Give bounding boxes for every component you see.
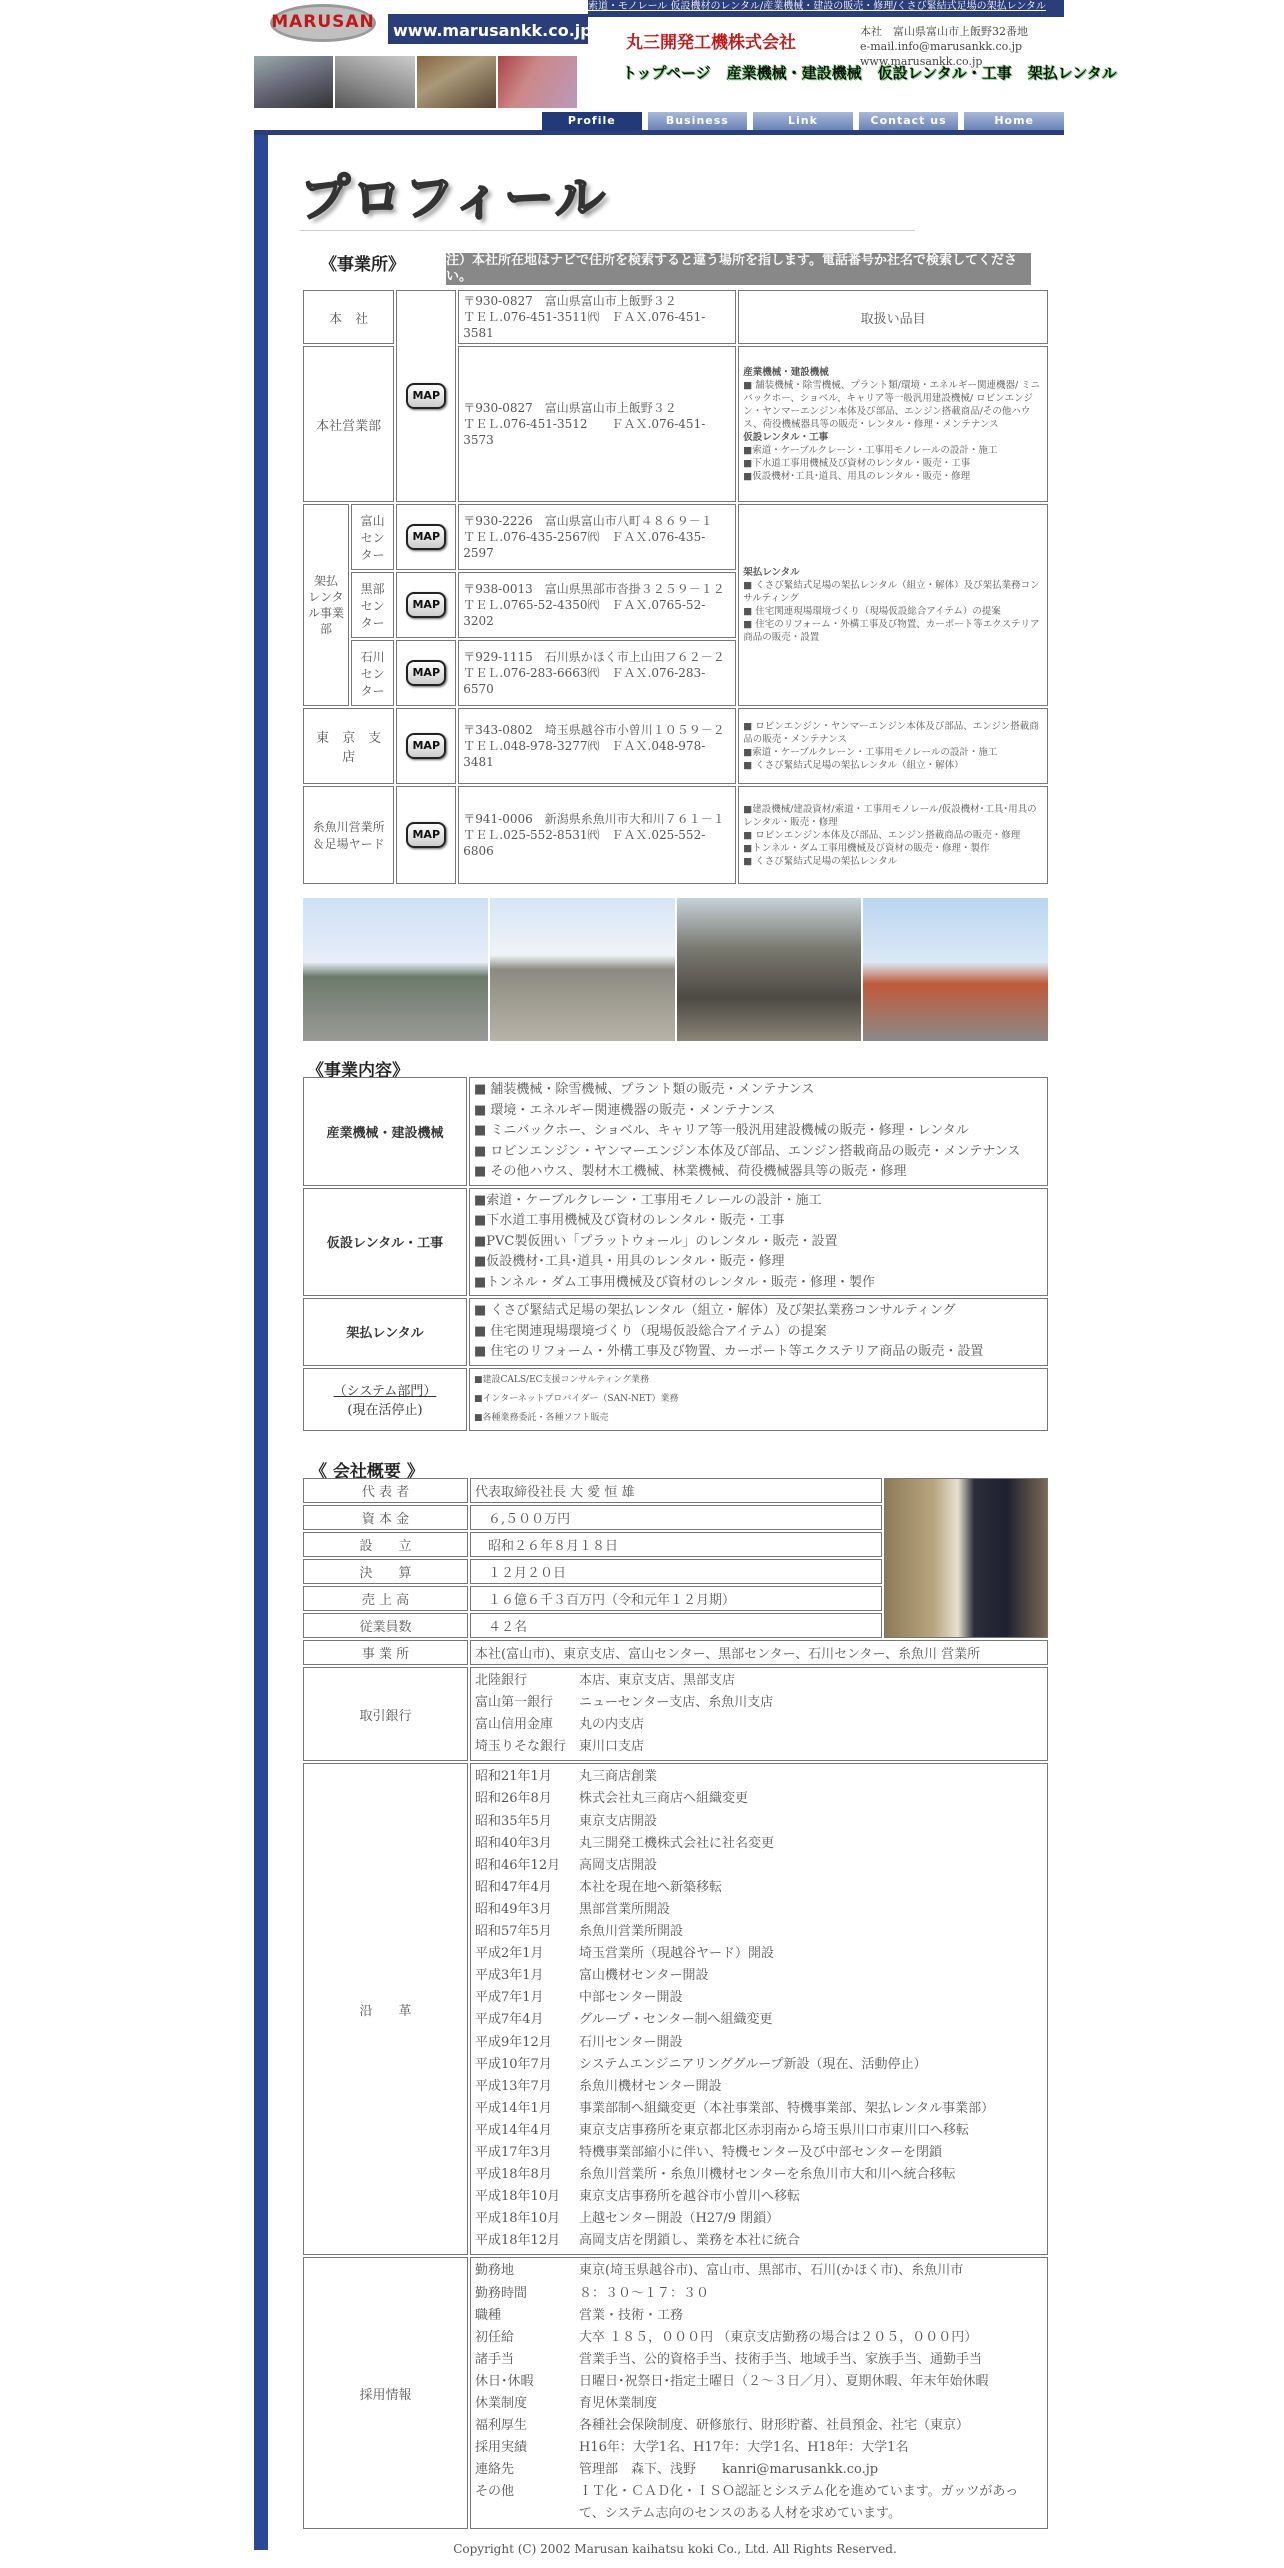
- hq-address: 本社 富山県富山市上飯野32番地: [860, 25, 1028, 38]
- company-key: 売 上 高: [303, 1586, 468, 1611]
- history-event: 糸魚川営業所・糸魚川機材センターを糸魚川市大和川へ統合移転: [579, 2167, 956, 2183]
- table-row: [303, 1763, 1048, 2255]
- history-event: 東京支店開設: [579, 1813, 658, 1829]
- left-sidebar-bar: [254, 135, 268, 2550]
- list-item: [475, 1788, 1043, 1810]
- company-key: 代 表 者: [303, 1478, 468, 1503]
- company-key: 設 立: [303, 1532, 468, 1557]
- list-item: [475, 2098, 1043, 2120]
- business-category-cell: [303, 1368, 467, 1431]
- recruit-key: 職種: [475, 2307, 502, 2323]
- nav-top-page[interactable]: トップページ: [622, 64, 711, 82]
- history-event: 石川センター開設: [579, 2034, 683, 2050]
- history-date: 昭和40年3月: [475, 1835, 552, 1851]
- recruit-value: 日曜日･祝祭日･指定土曜日（２～３日／月）、夏期休暇、年末年始休暇: [579, 2373, 989, 2389]
- office-name: 黒部センター: [351, 572, 394, 638]
- office-tel: ＴＥＬ.025-552-8531㈹ ＦＡＸ.025-552-6806: [463, 828, 706, 858]
- table-row: [303, 1188, 1048, 1297]
- list-item: [475, 1670, 1043, 1692]
- nav-home-button[interactable]: Home: [964, 112, 1064, 130]
- office-tel: ＴＥＬ.0765-52-4350㈹ ＦＡＸ.0765-52-3202: [463, 598, 706, 628]
- history-date: 昭和26年8月: [475, 1791, 552, 1807]
- list-item: [475, 2186, 1043, 2208]
- list-item: [475, 1692, 1043, 1714]
- office-postal: 〒343-0802 埼玉県越谷市小曽川１０５９－２: [463, 723, 725, 737]
- table-row: [303, 1368, 1048, 1431]
- nav-scaffold[interactable]: 架払レンタル: [1027, 64, 1117, 82]
- company-value: ４２名: [470, 1613, 882, 1638]
- company-value: ６,５００万円: [470, 1505, 882, 1530]
- list-item: [475, 1855, 1043, 1877]
- recruit-value: 育児休業制度: [579, 2396, 658, 2411]
- office-tel: ＴＥＬ.076-435-2567㈹ ＦＡＸ.076-435-2597: [463, 530, 706, 560]
- recruit-list: [470, 2257, 1048, 2528]
- header-photo: [254, 56, 335, 108]
- recruit-key: 休日･休暇: [475, 2373, 534, 2389]
- history-event: 本社を現在地へ新築移転: [579, 1879, 723, 1895]
- goods-line: ■ 住宅のリフォーム・外構工事及び物置、カーポート等エクステリア商品の販売・設置: [743, 619, 1040, 643]
- company-value: １２月２０日: [470, 1559, 882, 1584]
- header-photo: [417, 56, 498, 108]
- recruit-key: 初任給: [475, 2329, 515, 2345]
- hq-domain[interactable]: www.marusankk.co.jp: [860, 55, 983, 68]
- history-event: 高岡支店を閉鎖し、業務を本社に統合: [579, 2233, 801, 2249]
- office-postal: 〒930-0827 富山県富山市上飯野３２: [463, 401, 677, 415]
- office-name: 富山センター: [351, 504, 394, 570]
- goods-line: 架払レンタル: [743, 567, 800, 578]
- list-item: [475, 2120, 1043, 2142]
- offices-table: [301, 288, 1050, 886]
- office-name: 本社営業部: [303, 346, 394, 502]
- office-name: 石川センター: [351, 640, 394, 706]
- list-item: [475, 1736, 1043, 1758]
- office-photo: [863, 898, 1048, 1041]
- business-item: ■索道・ケーブルクレーン・工事用モノレールの設計・施工: [474, 1192, 822, 1208]
- list-item: [475, 2230, 1043, 2252]
- recruit-key: 福利厚生: [475, 2418, 528, 2434]
- office-name: 糸魚川営業所＆足場ヤード: [303, 786, 394, 884]
- office-postal: 〒930-0827 富山県富山市上飯野３２: [463, 294, 677, 308]
- bank-branch: ニューセンター支店、糸魚川支店: [579, 1695, 774, 1711]
- table-row: [303, 290, 1048, 344]
- history-list: [470, 1763, 1048, 2255]
- office-postal: 〒929-1115 石川県かほく市上山田フ６２－２: [463, 650, 725, 664]
- history-event: 糸魚川機材センター開設: [579, 2078, 722, 2094]
- bank-branch: 東川口支店: [579, 1739, 645, 1755]
- goods-line: ■ ロビンエンジン・ヤンマーエンジン本体及び部品、エンジン搭載商品の販売・メンテナンス: [743, 721, 1039, 745]
- list-item: [475, 2283, 1043, 2305]
- goods-hq: [738, 346, 1048, 502]
- table-row: [303, 708, 1048, 784]
- list-item: [475, 2032, 1043, 2054]
- business-item: ■トンネル・ダム工事用機械及び資材のレンタル・販売・修理・製作: [474, 1274, 876, 1290]
- goods-line: ■ くさび緊結式足場の架払レンタル: [743, 855, 898, 867]
- map-button-itoigawa[interactable]: MAP: [406, 822, 446, 848]
- company-value: １６億６千３百万円（令和元年１２月期）: [470, 1586, 882, 1611]
- office-postal: 〒930-2226 富山県富山市八町４８６９－１: [463, 514, 713, 528]
- history-date: 平成13年7月: [475, 2078, 552, 2094]
- map-button-kurobe[interactable]: MAP: [406, 592, 446, 618]
- company-key: 従業員数: [303, 1613, 468, 1638]
- company-key: 資 本 金: [303, 1505, 468, 1530]
- office-address: [458, 786, 736, 884]
- map-button-hq[interactable]: MAP: [406, 383, 446, 409]
- business-item: ■下水道工事用機械及び資材のレンタル・販売・工事: [474, 1213, 785, 1228]
- goods-header: 取扱い品目: [738, 290, 1048, 344]
- business-items: [469, 1188, 1048, 1297]
- table-row: [303, 1640, 1048, 1665]
- map-cell: [396, 572, 456, 638]
- history-event: 東京支店事務所を東京都北区赤羽南から埼玉県川口市東川口へ移転: [579, 2122, 970, 2138]
- table-row: [303, 2257, 1048, 2528]
- recruit-key: 勤務地: [475, 2263, 515, 2279]
- company-key: 決 算: [303, 1559, 468, 1584]
- goods-line: ■仮設機材･工具･道具、用具のレンタル・販売・修理: [743, 470, 971, 482]
- office-photo: [303, 898, 488, 1041]
- table-row: [303, 1298, 1048, 1366]
- goods-line: ■ くさび緊結式足場の架払レンタル（組立・解体）: [743, 760, 964, 771]
- business-item: ■ 住宅のリフォーム・外構工事及び物置、カーポート等エクステリア商品の販売・設置: [474, 1344, 984, 1359]
- business-item: ■建設CALS/EC支援コンサルティング業務: [474, 1374, 650, 1385]
- bank-branch: 本店、東京支店、黒部支店: [579, 1673, 736, 1688]
- office-name: 本 社: [303, 290, 394, 344]
- history-date: 平成2年1月: [475, 1946, 544, 1962]
- list-item: [475, 1987, 1043, 2009]
- list-item: [475, 1811, 1043, 1833]
- recruit-key: 採用実績: [475, 2440, 528, 2456]
- history-date: 平成18年8月: [475, 2167, 552, 2183]
- goods-itoigawa: [738, 786, 1048, 884]
- recruit-value: ８：３０～１７：３０: [579, 2285, 710, 2301]
- history-date: 平成14年4月: [475, 2122, 552, 2138]
- title-rule: [300, 230, 915, 231]
- list-item: [475, 2393, 1043, 2415]
- nav-contact-button[interactable]: Contact us: [859, 112, 959, 130]
- company-key: 事 業 所: [303, 1640, 468, 1665]
- logo-text: MARUSAN: [271, 12, 375, 32]
- company-value: 本社(富山市)、東京支店、富山センター、黒部センター、石川センター、糸魚川 営業所: [470, 1640, 1048, 1665]
- recruit-key: 勤務時間: [475, 2285, 528, 2301]
- business-category: 産業機械・建設機械: [303, 1077, 467, 1186]
- list-item: [475, 2208, 1043, 2230]
- company-key: 採用情報: [303, 2257, 468, 2528]
- map-cell: [396, 786, 456, 884]
- recruit-value: 営業・技術・工務: [579, 2307, 684, 2323]
- goods-line: ■索道・ケーブルクレーン・工事用モノレールの設計・施工: [743, 444, 998, 456]
- list-item: [475, 2349, 1043, 2371]
- recruit-value: 営業手当、公的資格手当、技術手当、地域手当、家族手当、通勤手当: [579, 2351, 983, 2367]
- map-cell: [396, 640, 456, 706]
- business-item: ■仮設機材･工具･道具・用具のレンタル・販売・修理: [474, 1254, 785, 1269]
- history-date: 昭和21年1月: [475, 1769, 552, 1785]
- office-tel: ＴＥＬ.076-283-6663㈹ ＦＡＸ.076-283-6570: [463, 666, 706, 696]
- history-date: 昭和49年3月: [475, 1901, 552, 1917]
- business-item: ■ 環境・エネルギー関連機器の販売・メンテナンス: [474, 1102, 776, 1118]
- office-tel: ＴＥＬ.076-451-3512 ＦＡＸ.076-451-3573: [463, 417, 706, 447]
- company-key: 沿 革: [303, 1763, 468, 2255]
- history-event: 埼玉営業所（現越谷ヤード）開設: [579, 1946, 775, 1962]
- list-item: [475, 1877, 1043, 1899]
- goods-line: ■建設機械/建設資材/索道・工事用モノレール/仮設機材･工具･用具のレンタル・販売・修理: [743, 803, 1037, 828]
- goods-line: ■トンネル・ダム工事用機械及び資材の販売・修理・製作: [743, 842, 990, 854]
- list-item: [475, 2459, 1043, 2481]
- company-heading: 《 会社概要 》: [310, 1462, 424, 1482]
- recruit-value: 各種社会保険制度、研修旅行、財形貯蓄、社員預金、社宅（東京）: [579, 2418, 970, 2434]
- office-address: [458, 572, 736, 638]
- office-address: [458, 504, 736, 570]
- goods-line: 仮設レンタル・工事: [743, 431, 829, 443]
- bank-name: 富山第一銀行: [475, 1695, 554, 1711]
- map-button-tokyo[interactable]: MAP: [406, 733, 446, 759]
- recruit-value: 東京(埼玉県越谷市)、富山市、黒部市、石川(かほく市)、糸魚川市: [579, 2263, 964, 2279]
- history-date: 平成18年10月: [475, 2189, 561, 2205]
- office-photo: [677, 898, 862, 1041]
- list-item: [475, 2164, 1043, 2186]
- list-item: [475, 1833, 1043, 1855]
- business-heading: 《事業内容》: [307, 1061, 409, 1081]
- table-row: [303, 504, 1048, 570]
- office-address: [458, 640, 736, 706]
- history-event: 高岡支店開設: [579, 1857, 658, 1873]
- history-date: 平成10年7月: [475, 2056, 552, 2072]
- nav-link-button[interactable]: Link: [753, 112, 853, 130]
- ticker-link[interactable]: 索道・モノレール 仮設機材のレンタル/産業機械・建設の販売・修理/くさび緊結式足場の架払レンタル: [588, 0, 1064, 14]
- office-address: [458, 346, 736, 502]
- history-date: 昭和47年4月: [475, 1879, 552, 1895]
- nav-industrial[interactable]: 産業機械・建設機械: [726, 64, 862, 82]
- company-table: [301, 1476, 1050, 2531]
- office-address: [458, 708, 736, 784]
- company-value: 昭和２６年８月１８日: [470, 1532, 882, 1557]
- header-photos: [254, 56, 579, 108]
- address-notice: 注）本社所在地はナビで住所を検索すると違う場所を指します。電話番号か社名で検索してください。: [446, 253, 1031, 285]
- history-event: 黒部営業所開設: [579, 1901, 671, 1917]
- recruit-value: 大卒 １８５，０００円 （東京支店勤務の場合は２０５，０００円）: [579, 2329, 978, 2345]
- office-tel: ＴＥＬ.048-978-3277㈹ ＦＡＸ.048-978-3481: [463, 739, 706, 769]
- header-photo: [335, 56, 416, 108]
- business-item: ■ 舗装機械・除雪機械、プラント類の販売・メンテナンス: [474, 1082, 815, 1097]
- table-row: [303, 1667, 1048, 1761]
- history-event: 株式会社丸三商店へ組織変更: [579, 1791, 749, 1807]
- history-date: 平成18年10月: [475, 2211, 561, 2227]
- goods-line: ■索道・ケーブルクレーン・工事用モノレールの設計・施工: [743, 747, 998, 758]
- table-row: [303, 786, 1048, 884]
- list-item: [475, 2076, 1043, 2098]
- history-date: 平成9年12月: [475, 2034, 552, 2050]
- nav-temporary[interactable]: 仮設レンタル・工事: [877, 64, 1012, 82]
- history-date: 平成7年1月: [475, 1990, 544, 2006]
- office-address: [458, 290, 736, 344]
- goods-line: ■ 住宅関連現場環境づくり（現場仮設総合アイテム）の提案: [743, 606, 1001, 617]
- nav-rule: [254, 130, 1064, 135]
- history-event: グループ・センター制へ組織変更: [579, 2012, 773, 2028]
- map-button-ishikawa[interactable]: MAP: [406, 660, 446, 686]
- nav-profile-button[interactable]: Profile: [542, 112, 642, 130]
- list-item: [475, 2054, 1043, 2076]
- office-postal: 〒938-0013 富山県黒部市沓掛３２５９－１２: [463, 582, 725, 596]
- history-event: 丸三開発工機株式会社に社名変更: [579, 1835, 775, 1851]
- list-item: [475, 1943, 1043, 1965]
- goods-line: ■ 舗装機械・除雪機械、プラント類/環境・エネルギー関連機器/ ミニバックホー、ショベル、キャリア等一般汎用建設機械/ ロビンエンジン・ヤンマーエンジン本体及び部品、エンジン搭載商品/その他ハウス、荷役機械器具等の販売・レンタル・修理・メンテナンス: [743, 379, 1041, 430]
- top-nav: [622, 62, 1117, 83]
- business-category: 仮設レンタル・工事: [303, 1188, 467, 1297]
- bank-name: 埼玉りそな銀行: [475, 1739, 567, 1755]
- offices-heading: 《事業所》: [320, 255, 405, 275]
- history-date: 平成18年12月: [475, 2233, 561, 2249]
- bank-name: 北陸銀行: [475, 1673, 528, 1688]
- goods-tokyo: [738, 708, 1048, 784]
- history-event: 上越センター開設（H27/9 閉鎖）: [579, 2211, 780, 2227]
- list-item: [475, 2327, 1043, 2349]
- history-date: 昭和35年5月: [475, 1813, 552, 1829]
- bank-branch: 丸の内支店: [579, 1717, 645, 1733]
- site-url: www.marusankk.co.jp: [393, 21, 592, 40]
- list-item: [475, 1899, 1043, 1921]
- company-value: 代表取締役社長 大 愛 恒 雄: [470, 1478, 882, 1503]
- goods-center: [738, 504, 1048, 706]
- recruit-value: ＩＴ化・ＣＡＤ化・ＩＳＯ認証とシステム化を進めています。ガッツがあって、システム志向のセンスのある人材を求めています。: [579, 2484, 1019, 2522]
- history-date: 昭和57年5月: [475, 1924, 552, 1940]
- business-items: [469, 1368, 1048, 1431]
- list-item: [475, 2305, 1043, 2327]
- business-items: [469, 1077, 1048, 1186]
- map-cell: [396, 708, 456, 784]
- history-event: 東京支店事務所を越谷市小曽川へ移転: [579, 2189, 801, 2205]
- hq-email[interactable]: e-mail.info@marusankk.co.jp: [860, 40, 1023, 53]
- map-cell: [396, 290, 456, 502]
- bank-name: 富山信用金庫: [475, 1717, 554, 1733]
- history-date: 昭和46年12月: [475, 1857, 561, 1873]
- president-photo: [884, 1478, 1048, 1638]
- history-event: 丸三商店創業: [579, 1769, 658, 1785]
- recruit-value: H16年：大学1名、H17年：大学1名、H18年：大学1名: [579, 2440, 909, 2456]
- list-item: [475, 2415, 1043, 2437]
- list-item: [475, 1714, 1043, 1736]
- history-event: 事業部制へ組織変更（本社事業部、特機事業部、架払レンタル事業部）: [579, 2100, 995, 2116]
- banks-list: [470, 1667, 1048, 1761]
- history-event: 糸魚川営業所開設: [579, 1924, 684, 1940]
- business-items: [469, 1298, 1048, 1366]
- page-title: プロフィール: [300, 169, 607, 227]
- list-item: [475, 2481, 1043, 2525]
- recruit-value: 管理部 森下、浅野 kanri@marusankk.co.jp: [579, 2462, 879, 2478]
- copyright: Copyright (C) 2002 Marusan kaihatsu koki Co., Ltd. All Rights Reserved.: [453, 2542, 897, 2556]
- list-item: [475, 2260, 1043, 2282]
- system-division-status: (現在活停止): [347, 1403, 423, 1418]
- goods-line: ■ くさび緊結式足場の架払レンタル（組立・解体）及び架払業務コンサルティング: [743, 580, 1040, 604]
- office-name: 東 京 支 店: [303, 708, 394, 784]
- system-division-link[interactable]: （システム部門）: [333, 1384, 437, 1399]
- header-photo: [498, 56, 579, 108]
- history-date: 平成14年1月: [475, 2100, 552, 2116]
- history-event: 富山機材センター開設: [579, 1968, 709, 1984]
- business-item: ■ その他ハウス、製材木工機械、林業機械、荷役機械器具等の販売・修理: [474, 1164, 907, 1179]
- list-item: [475, 2142, 1043, 2164]
- nav-buttons: [542, 112, 1064, 130]
- recruit-key: その他: [475, 2484, 515, 2500]
- company-key: 取引銀行: [303, 1667, 468, 1761]
- history-date: 平成17年3月: [475, 2144, 552, 2160]
- list-item: [475, 2009, 1043, 2031]
- office-photos: [303, 898, 1048, 1041]
- business-item: ■インターネットプロバイダー（SAN-NET）業務: [474, 1393, 679, 1404]
- recruit-key: 休業制度: [475, 2396, 528, 2411]
- list-item: [475, 1766, 1043, 1788]
- map-cell: [396, 504, 456, 570]
- business-item: ■各種業務委託・各種ソフト販売: [474, 1412, 609, 1423]
- nav-business-button[interactable]: Business: [648, 112, 748, 130]
- table-row: [303, 1077, 1048, 1186]
- history-date: 平成3年1月: [475, 1968, 544, 1984]
- business-item: ■ くさび緊結式足場の架払レンタル（組立・解体）及び架払業務コンサルティング: [474, 1303, 956, 1318]
- goods-line: ■ ロビンエンジン本体及び部品、エンジン搭載商品の販売・修理: [743, 829, 1021, 841]
- business-item: ■PVC製仮囲い「プラットウォール」のレンタル・販売・設置: [474, 1233, 838, 1249]
- goods-line: ■下水道工事用機械及び資材のレンタル・販売・工事: [743, 457, 971, 469]
- history-event: 特機事業部縮小に伴い、特機センター及び中部センターを閉鎖: [579, 2144, 942, 2160]
- list-item: [475, 1921, 1043, 1943]
- goods-line: 産業機械・建設機械: [743, 366, 829, 378]
- recruit-key: 連絡先: [475, 2462, 515, 2478]
- list-item: [475, 2371, 1043, 2393]
- table-row: [303, 1478, 1048, 1503]
- list-item: [475, 2437, 1043, 2459]
- business-item: ■ 住宅関連現場環境づくり（現場仮設総合アイテム）の提案: [474, 1323, 827, 1339]
- history-event: システムエンジニアリンググループ新設（現在、活動停止）: [579, 2056, 927, 2072]
- history-date: 平成7年4月: [475, 2012, 544, 2028]
- map-button-toyama[interactable]: MAP: [406, 524, 446, 550]
- business-table: [301, 1075, 1050, 1433]
- business-item: ■ ミニバックホー、ショベル、キャリア等一般汎用建設機械の販売・修理・レンタル: [474, 1123, 969, 1138]
- list-item: [475, 1965, 1043, 1987]
- recruit-key: 諸手当: [475, 2351, 515, 2367]
- company-name: 丸三開発工機株式会社: [626, 33, 796, 53]
- group-label: 架払レンタル事業部: [303, 504, 349, 706]
- business-item: ■ ロビンエンジン・ヤンマーエンジン本体及び部品、エンジン搭載商品の販売・メンテナンス: [474, 1143, 1021, 1159]
- history-event: 中部センター開設: [579, 1990, 683, 2006]
- office-postal: 〒941-0006 新潟県糸魚川市大和川７６１－１: [463, 812, 725, 826]
- office-photo: [490, 898, 675, 1041]
- business-category: 架払レンタル: [303, 1298, 467, 1366]
- office-tel: ＴＥＬ.076-451-3511㈹ ＦＡＸ.076-451-3581: [463, 310, 706, 340]
